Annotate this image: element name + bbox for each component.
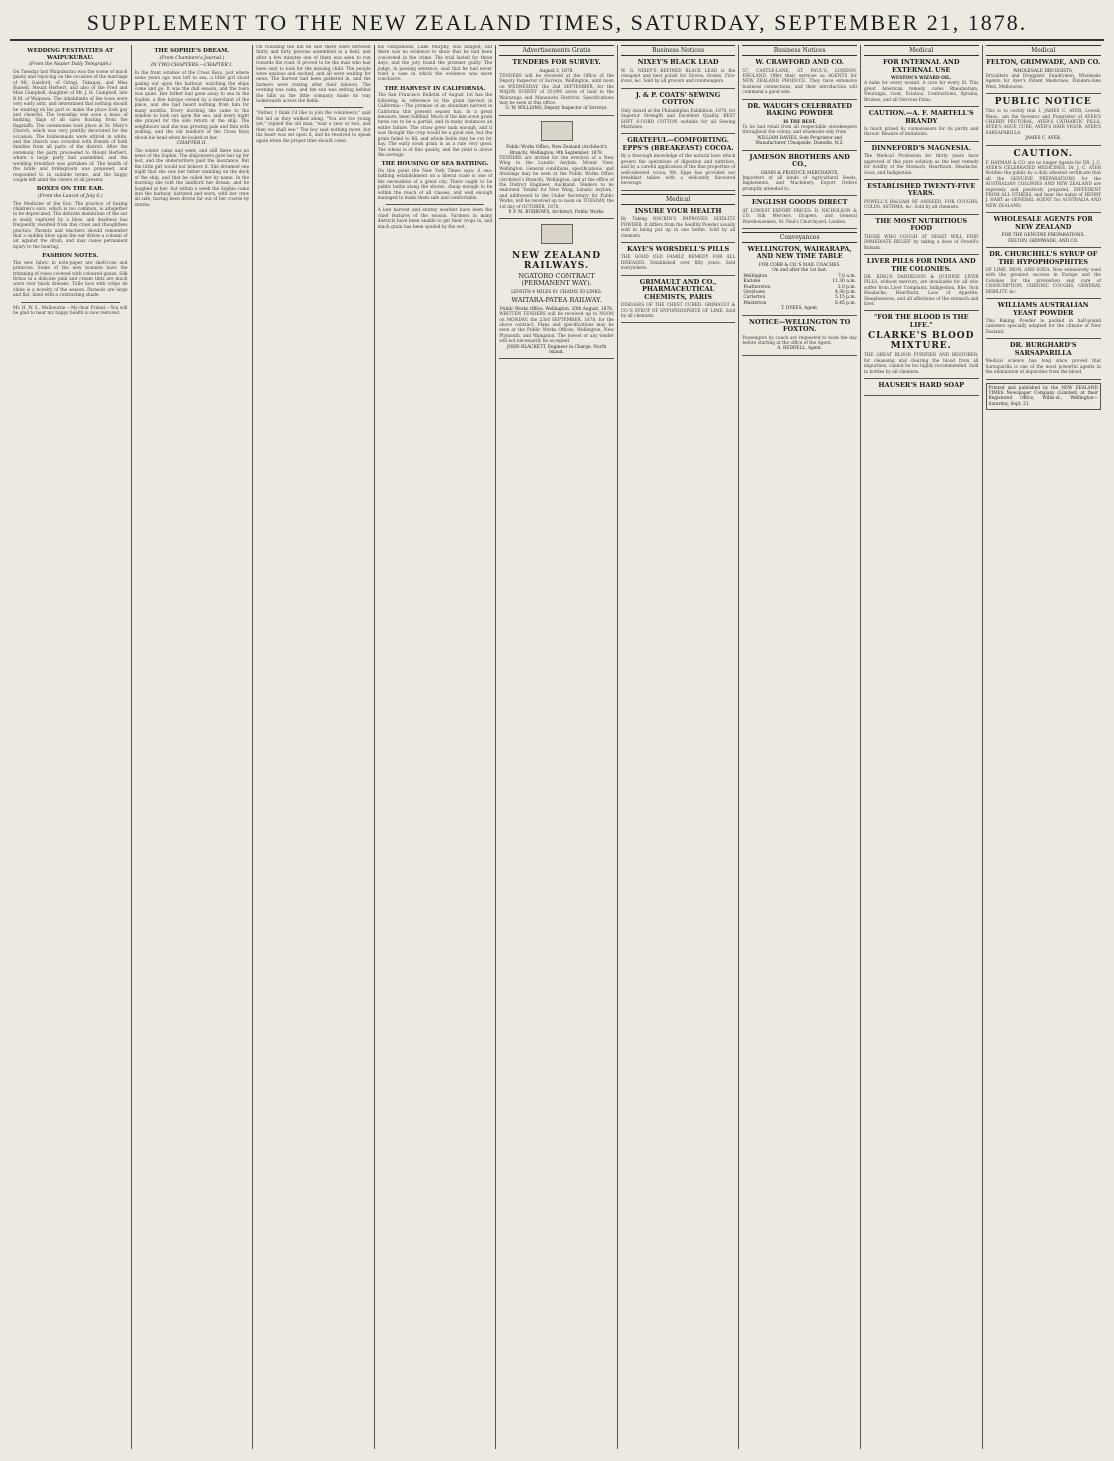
ad-subtitle: FOR THE GENUINE PREPARATIONS. bbox=[1001, 233, 1085, 239]
ad-jameson bbox=[742, 154, 857, 197]
ad-churchill-syrup bbox=[986, 251, 1101, 299]
ad-title: PUBLIC NOTICE bbox=[994, 97, 1092, 108]
ad-text: POWELL'S BALSAM OF ANISEED, FOR COUGHS, COLDS, ASTHMA, &c. Sold by all chemists. bbox=[863, 199, 979, 211]
ad-office: Public Works Office, New Zealand (Architect's Branch), Wellington, 9th September, 1878. bbox=[506, 145, 607, 156]
ad-subtitle: FOR COBB & CO.'S MAIL COACHES. bbox=[758, 262, 841, 268]
ad-title: W. CRAWFORD AND CO. bbox=[755, 58, 844, 66]
ad-text: The Medical Profession for thirty years have approved of this pure solution as the best remedy for Acidity of the Stomach, Heartburn, Headache, Gout, and Indigestion. bbox=[863, 154, 979, 176]
ad-text: THE GOOD OLD FAMILY REMEDY FOR ALL DISEASES. Established over fifty years. Sold everywhere. bbox=[620, 255, 736, 272]
ad-waugh-baking-powder bbox=[742, 103, 857, 151]
chapter-heading: IN TWO CHAPTERS.—CHAPTER I. bbox=[150, 63, 233, 69]
ad-text: By a thorough knowledge of the natural laws which govern the operations of digestion and nutrition, and by a careful application of the fine properties of well-selected cocoa, Mr. Epps has provided our breakfast tables with a delicately flavoured beverage. bbox=[620, 154, 736, 187]
article-heading-harvest: THE HARVEST IN CALIFORNIA. bbox=[384, 85, 486, 92]
ad-tenders-survey bbox=[499, 59, 614, 116]
ad-text: Passengers by coach are requested to book the day before starting at the office of the Agent. bbox=[742, 335, 857, 346]
timetable-place: Carterton bbox=[743, 295, 766, 301]
ad-title: DINNEFORD'S MAGNESIA. bbox=[871, 143, 971, 152]
ad-yeast-powder bbox=[986, 302, 1101, 339]
story-text: In the front window of the Cross Keys, just where some years ago was left to sea, a little girl stood gazing out upon the harbour, watching the ships come and go. It was the dull season, and the town was quiet. Her father had gone away to sea in the Sophie, a fine barque owned by a merchant of the place, and she had heard nothing from him for many months. Every morning she came to the window to look out upon the sea, and every night she prayed for the safe return of the ship. The neighbours said she was growing pale and thin with waiting, and the old landlord of the Cross Keys shook his head when he looked at her. bbox=[134, 70, 250, 141]
chapter-heading: CHAPTER II. bbox=[176, 141, 208, 147]
ad-subtitle: CLARKE'S BLOOD MIXTURE. bbox=[867, 331, 975, 352]
column-6 bbox=[618, 45, 740, 1449]
ad-line: WAITARA-PATEA RAILWAY. bbox=[511, 296, 602, 305]
imprint-footer: Printed and published by the NEW ZEALAND TIMES Newspaper Company (Limited) at their Registered Office, Willis-st., Wellington—Saturday, Sept. 21. bbox=[986, 383, 1101, 411]
ad-text: OF LIME, IRON, AND SODA. Now extensively used with the greatest success in Europe and the Colonies for the prevention and cure of CONSUMPTION, CHRONIC COUGHS, GENERAL DEBILITY, &c. bbox=[985, 268, 1101, 295]
ad-subtitle: WHOLESALE DRUGGISTS, bbox=[1013, 68, 1074, 74]
ad-wholesale-agents bbox=[986, 216, 1101, 248]
article-source: (From the Napier Daily Telegraph.) bbox=[29, 62, 112, 68]
ad-caution bbox=[986, 149, 1101, 214]
article-text: A late harvest and stormy weather have been the chief features of the season. Farmers in many districts have been unable to get their crops in, and much grain has been spoiled by the wet. bbox=[377, 208, 493, 230]
ad-signature: WILLIAM DAVIES, Sole Proprietor and Manufacturer, Cheapside, Dunedin, N.Z. bbox=[755, 135, 844, 147]
section-header-business: Business Notices bbox=[742, 45, 857, 56]
ad-subtitle: GRAIN & PRODUCE MERCHANTS, bbox=[760, 170, 839, 176]
ad-text: This Baking Powder is packed in half-pound canisters specially adapted for the climate of New Zealand. bbox=[985, 319, 1101, 335]
ad-text: F. HAYMAN & CO. are no longer Agents for DR. J. C. AYER'S CELEBRATED MEDICINES. Dr. J. C. AYER Notifies the public by a duly attested certificate that all the GENUINE PREPARATIONS for the AUSTRALIAN COLONIES AND NEW ZEALAND are expressly and positively prepared, DIFFERENT FROM ALL OTHERS, and bear the name of HENRY J. HART as GENERAL AGENT for AUSTRALIA AND NEW ZEALAND. bbox=[985, 160, 1101, 209]
section-header-medical: Medical bbox=[621, 194, 736, 205]
timetable-time: 7.0 a.m. bbox=[837, 273, 856, 279]
ad-text: THE GREAT BLOOD PURIFIER AND RESTORER, for cleansing and clearing the blood from all impurities, cannot be too highly recommended. Sold in bottles by all chemists. bbox=[863, 353, 979, 375]
timetable-time: 3.0 p.m. bbox=[837, 284, 856, 290]
ad-grimault bbox=[621, 279, 736, 324]
ad-soap bbox=[864, 382, 979, 396]
timetable-time: 5.15 p.m. bbox=[835, 295, 856, 301]
article-text: The San Francisco Bulletin of August 1st has the following in reference to the grain harvest in California:—The promise of an abundant harvest in California this present season has, in a great measure, been fulfilled. Much of the late sown grain turns out to be a partial, and in many instances an entire failure. The straw grew rank enough, and it was thought the crop would be a good one; but the grain failed to fill, and whole fields may be cut for hay. The early sown grain is as a rule very good. The wheat is of fine quality, and the yield is above the average. bbox=[377, 93, 493, 158]
ad-text: TENDERS will be received at the Office of the Deputy Inspector of Surveys, Wellington, until noon on WEDNESDAY, the 2nd SEPTEMBER, for the MAJOR SURVEY of 20,000 acres of land in the Wairarapa and Manawatu Districts. Specifications may be seen at this office. bbox=[499, 73, 614, 106]
ad-title: NOTICE—WELLINGTON TO FOXTON. bbox=[749, 317, 851, 334]
ad-text: Only Award at the Philadelphia Exhibition, 1876, for Superior Strength and Excellent Quality. BEST SOFT 6-CORD COTTON suitable for all Sewing Machines. bbox=[620, 108, 736, 130]
ad-title: GRATEFUL—COMFORTING. EPPS'S (BREAKFAST) COCOA. bbox=[622, 136, 734, 152]
ad-public-works bbox=[499, 119, 614, 220]
ad-text: Drysalters and Druggists' Sundrymen, Wholesale Agents for Ayer's Patent Medicines, Flinders-lane West, Melbourne. bbox=[985, 73, 1101, 90]
ad-signature: A. REDDELL, Agent. bbox=[777, 346, 823, 352]
ad-powell bbox=[864, 183, 979, 215]
ad-railways bbox=[499, 222, 614, 359]
ad-signature: P. F. M. BURROWS, Architect, Public Works. bbox=[508, 210, 605, 216]
column-2 bbox=[132, 45, 254, 1449]
ad-text: 57, CASTLE-LANE, ST. PAUL'S, LONDON, ENGLAND. Offer their services as AGENTS for NEW ZEALAND PRODUCE. They have extensive business connections, and their introduction will command a good sale. bbox=[742, 68, 857, 96]
ad-title: FELTON, GRIMWADE, AND CO. bbox=[986, 58, 1101, 66]
ad-title: TENDERS FOR SURVEY. bbox=[512, 58, 601, 66]
ad-signature: T. DYKES, Agent. bbox=[780, 306, 819, 312]
ad-title: ENGLISH GOODS DIRECT bbox=[751, 198, 848, 207]
column-1 bbox=[10, 45, 132, 1449]
story-text: his companions, Luke Murphy, was hanged; but there was no evidence to show that he had been concerned in the crime. The trial lasted for three days, and the jury found the prisoner guilty. The judge, in passing sentence, said that he had never tried a case in which the evidence was more conclusive. bbox=[377, 45, 493, 83]
ad-martell bbox=[864, 110, 979, 142]
ad-text: WRITTEN TENDERS will be received up to NOON on MONDAY, the 23rd SEPTEMBER, 1878, for the above contract. Plans and specifications may be seen at the Public Works Offices, Wellington, New Plymouth, and Wanganui. The lowest or any tender will not necessarily be accepted. bbox=[499, 312, 614, 345]
section-header-business: Business Notices bbox=[621, 45, 736, 56]
section-header-conveyances: Conveyances bbox=[742, 232, 857, 243]
timetable-time: 6.45 p.m. bbox=[835, 300, 856, 306]
ad-epps-cocoa bbox=[621, 137, 736, 190]
ad-felton-grimwade bbox=[986, 59, 1101, 94]
ad-wizard-oil bbox=[864, 59, 979, 107]
ad-coats bbox=[621, 92, 736, 135]
ad-text: DR. KING'S DANDELION & QUININE LIVER PILLS, without mercury, are invaluable for all who suffer from Liver Complaint, Indigestion, Bile, Sick Headache, Heartburn, Loss of Appetite, Sleeplessness, and all affections of the stomach and liver. bbox=[863, 275, 979, 308]
ad-title: DR. WAUGH'S CELEBRATED BAKING POWDER bbox=[747, 101, 852, 118]
column-9 bbox=[983, 45, 1104, 1449]
ad-title: LIVER PILLS FOR INDIA AND THE COLONIES. bbox=[866, 257, 976, 273]
ad-nixey bbox=[621, 59, 736, 89]
timetable-time: 4.30 p.m. bbox=[835, 289, 856, 295]
story-text: On rounding the hill he saw there were between thirty and forty persons assembled in a field, and after a few minutes one of them was seen to run towards the road. It proved to be the man who had been sent to look for the missing child. The people were anxious and excited, and all were waiting for news. The harvest had been gathered in, and the farmers were resting after their labours. The evening was calm, and the sun was setting behind the hills as the little company made its way homewards across the fields. bbox=[256, 45, 371, 105]
coat-of-arms-icon bbox=[541, 121, 573, 141]
ad-signature: G. W. WILLIAMS, Deputy Inspector of Surveys. bbox=[505, 106, 608, 112]
ad-crawford bbox=[742, 59, 857, 100]
ad-text: A balm for every wound. A cure for every ill. This great American remedy cures Rheumatism, Neuralgia, Gout, Sciatica, Contractions, Sprains, Bruises, and all Nervous Pains. bbox=[863, 81, 979, 103]
ad-text: Is much prized by connoisseurs for its purity and flavour. Beware of imitations. bbox=[863, 127, 979, 138]
timetable-place: Masterton bbox=[743, 300, 767, 306]
column-5 bbox=[496, 45, 618, 1449]
article-heading-wedding: WEDDING FESTIVITIES AT WAIPUKURAU. bbox=[27, 48, 114, 61]
ad-title: J. & P. COATS' SEWING COTTON bbox=[635, 90, 721, 107]
story-text: "Father, I think I'd like to join the volunteers," said the lad as they walked along. "You are too young yet," replied the old man; "wait a year or two, and then we shall see." The boy said nothing more, but his heart was set upon it, and he resolved to speak again when the proper time should come. bbox=[256, 111, 371, 144]
ad-coach-timetable bbox=[742, 246, 857, 316]
ad-title: DR. BURGHARD'S SARSAPARILLA bbox=[1009, 341, 1077, 357]
article-source: (From the Lancet of July 6.) bbox=[38, 193, 103, 199]
ad-date: August 3, 1878. bbox=[539, 68, 574, 74]
ad-subtitle: WESTON'S WIZARD OIL. bbox=[891, 76, 952, 81]
column-7 bbox=[739, 45, 861, 1449]
ad-text: TENDERS are invited for the erection of a New Wing to the Lunatic Asylum, Mount View, Wellington. General conditions, specifications, and drawings may be seen at the Public Works Office (Architect's Branch), Wellington, and at the office of the District Engineer, Auckland. Tenders to be endorsed 'Tender for New Wing, Lunatic Asylum,' and addressed to the Under Secretary for Public Works, will be received up to noon on TUESDAY, the 1st day of OCTOBER, 1878. bbox=[499, 155, 614, 210]
coat-of-arms-icon bbox=[541, 224, 573, 244]
ad-text: W. G. NIXEY'S REFINED BLACK LEAD is the cheapest and best polish for Stoves, Grates, Fire-irons, &c. Sold by all grocers and ironmongers. bbox=[620, 68, 736, 85]
ad-notice-foxton bbox=[742, 319, 857, 356]
divider bbox=[21, 302, 120, 303]
story-heading: THE SOPHIE'S DREAM. bbox=[154, 48, 230, 54]
timetable bbox=[742, 274, 857, 306]
timetable-place: Greytown bbox=[743, 289, 766, 295]
ad-nutritious-food bbox=[864, 218, 979, 255]
ad-text: FELTON, GRIMWADE, AND CO. bbox=[1008, 238, 1079, 244]
ad-title: CAUTION. bbox=[1013, 148, 1073, 159]
ad-text: Medical science has long since proved that Sarsaparilla is one of the most powerful agents in the elimination of impurities from the blood. bbox=[985, 359, 1101, 376]
ad-hockin bbox=[621, 208, 736, 243]
ad-title: DR. CHURCHILL'S SYRUP OF THE HYPOPHOSPHITES bbox=[989, 250, 1098, 266]
ad-blood-mixture bbox=[864, 314, 979, 379]
ad-kaye-pills bbox=[621, 246, 736, 276]
ad-title: GRIMAULT AND CO., PHARMACEUTICAL CHEMISTS, PARIS bbox=[639, 277, 717, 301]
ad-english-goods bbox=[742, 199, 857, 229]
ad-title: WELLINGTON, WAIRARAPA, AND NEW TIME TABLE bbox=[747, 244, 852, 261]
ad-text: By Taking HOCKIN'S IMPROVED SEIDLITZ POWDER. It differs from the Seidlitz Powder usually sold in being put up in one bottle. Sold by all chemists. bbox=[620, 217, 736, 239]
timetable-time: 11.30 a.m. bbox=[832, 279, 856, 285]
ad-signature: JAMES C. AYER. bbox=[1025, 136, 1062, 142]
ad-length: LENGTH 4 MILES 61 CHAINS 50 LINKS. bbox=[511, 289, 602, 295]
ad-title: WHOLESALE AGENTS FOR NEW ZEALAND bbox=[993, 215, 1093, 231]
ad-title: HAUSER'S HARD SOAP bbox=[878, 381, 965, 390]
timetable-place: Featherston bbox=[743, 284, 771, 290]
article-text: The Medicine of the Ear: The practice of boxing children's ears, which is too common, is altogether to be deprecated. The delicate membrane of the ear is easily ruptured by a blow, and deafness has frequently resulted from this cruel and thoughtless practice. Parents and teachers should remember that a sudden blow upon the ear drives a column of air against the drum, and may cause permanent injury to the hearing. bbox=[13, 201, 128, 250]
masthead: SUPPLEMENT TO THE NEW ZEALAND TIMES, SATURDAY, SEPTEMBER 21, 1878. bbox=[10, 6, 1104, 41]
timetable-place: Kaitoke bbox=[743, 279, 761, 285]
ad-text: THOSE WHO COUGH AT NIGHT WILL FIND IMMEDIATE RELIEF by taking a dose of Powell's Balsam. bbox=[863, 234, 979, 251]
ad-subtitle: NGATORO CONTRACT (PERMANENT WAY). bbox=[518, 271, 595, 288]
article-text: On this point the New York Times says: A sea-bathing establishment on a liberal scale is one of the necessities of a great city. There ought to be public baths along the shores, cheap enough to be within the reach of all classes, and well enough managed to make them safe and comfortable. bbox=[377, 168, 493, 201]
ad-public-notice bbox=[986, 97, 1101, 145]
ad-text: Importers of all kinds of Agricultural Seeds, Implements, and Machinery. Export Orders promptly attended to. bbox=[742, 175, 857, 192]
columns-container bbox=[10, 45, 1104, 1455]
ad-signature: JOHN BLACKETT, Engineer in Charge, North Island. bbox=[506, 344, 607, 355]
section-header-medical: Medical bbox=[986, 45, 1101, 56]
article-heading-sea-bathing: THE HOUSING OF SEA BATHING. bbox=[381, 161, 489, 168]
correspondence: Mr. H. W. S., Melbourne.—My dear Friend,—You will be glad to hear my happy health is now restored. bbox=[13, 305, 128, 316]
ad-title: JAMESON BROTHERS AND CO., bbox=[749, 152, 850, 169]
column-3 bbox=[253, 45, 375, 1449]
ad-text: To be had retail from all respectable storekeepers throughout the colony, and wholesale only from bbox=[742, 124, 857, 136]
ad-title: CAUTION.—A. F. MARTELL'S BRANDY bbox=[868, 109, 974, 125]
ad-title: FOR INTERNAL AND EXTERNAL USE bbox=[882, 58, 960, 74]
column-4 bbox=[375, 45, 497, 1449]
article-text: The new fabric in note-paper are shell-rose and primrose. Some of the new bonnets have the trimming of roses covered with coloured gauze. Silk fichus in a delicate pink and cream tints are much worn over black dresses. Tulle lace with crêpe de chine is a novelty of the season. Parasols are large and flat, lined with a contrasting shade. bbox=[13, 260, 128, 299]
timetable-place: Wellington bbox=[743, 273, 768, 279]
ad-text: AT LOWEST EXPORT PRICES. D. NICHOLSON & CO. Silk Mercers, Drapers, and General Warehousemen, St. Paul's Churchyard, London. bbox=[742, 208, 857, 225]
article-heading-boxes: BOXES ON THE EAR. bbox=[36, 186, 104, 193]
ad-title: NEW ZEALAND RAILWAYS. bbox=[511, 250, 602, 271]
section-header-advertisements: Advertisements Gratis bbox=[499, 45, 614, 56]
ad-subtitle: IS THE BEST. bbox=[783, 119, 817, 125]
ad-title: ESTABLISHED TWENTY-FIVE YEARS. bbox=[867, 181, 976, 198]
divider bbox=[264, 107, 363, 108]
ad-title: WILLIAMS AUSTRALIAN YEAST POWDER bbox=[997, 301, 1089, 317]
story-source: (From Chambers's Journal.) bbox=[159, 55, 225, 61]
ad-office: Public Works Office, Wellington, 20th August, 1878. bbox=[499, 306, 614, 312]
column-8 bbox=[861, 45, 983, 1449]
ad-title: NIXEY'S BLACK LEAD bbox=[637, 58, 719, 66]
ad-title: "FOR THE BLOOD IS THE LIFE." bbox=[873, 313, 969, 329]
divider bbox=[386, 204, 485, 205]
ad-title: KAYE'S WORSDELL'S PILLS bbox=[627, 244, 730, 253]
ad-sarsaparilla bbox=[986, 342, 1101, 379]
ad-note: On and after the 1st inst. bbox=[772, 268, 828, 274]
section-header-medical: Medical bbox=[864, 45, 979, 56]
ad-text: DISEASES OF THE CHEST CURED. GRIMAULT & CO.'S SYRUP OF HYPOPHOSPHITE OF LIME. Sold by all chemists. bbox=[620, 303, 736, 319]
ad-title: THE MOST NUTRITIOUS FOOD bbox=[875, 216, 968, 233]
article-text: On Tuesday last Waipukurau was the scene of much gaiety and rejoicing on the occasion of the marriage of Mr. Gaisford, of Oringi, Takapau, and Miss Russell, Mount Herbert, and also of the Fred and Miss Campbell, daughter of Mr. J. H. Campbell, late R.M. of Waipawa. The inhabitants of the town were very early astir, and determined that nothing should be wanting on his part to make the place look gay and cheerful. The township was soon a mass of bunting, flags of all sizes floating from the flagstaffs. The ceremonies took place at St. Mary's Church, which was very prettily decorated for the occasion. The bridesmaids were attired in white, and the church was crowded with friends of both families from all parts of the district. After the ceremony the party proceeded to Mount Herbert, where a large party had assembled, and the wedding breakfast was partaken of. The health of the bride and bridegroom was proposed, and responded to in suitable terms, and the happy couple left amid the cheers of all present. bbox=[13, 69, 128, 183]
article-heading-fashion: FASHION NOTES. bbox=[42, 253, 99, 260]
ad-text: This is to certify that I, JAMES C. AYER, Lowell, Mass., am the Inventor and Proprietor of AYER'S CHERRY PECTORAL, AYER'S CATHARTIC PILLS, AYER'S AGUE CURE, AYER'S HAIR VIGOR, AYER'S SARSAPARILLA. bbox=[985, 109, 1101, 136]
ad-liver-pills bbox=[864, 258, 979, 311]
story-text: The winter came and went, and still there was no news of the Sophie. The shipowners gave her up for lost, and the underwriters paid the insurance. But the little girl would not believe it. She dreamed one night that she saw her father standing on the deck of the ship, and that he called her by name. In the morning she told the landlord her dream, and he laughed at her; but within a week the Sophie came into the harbour, battered and worn, with her crew all safe, having been driven far out of her course by storms. bbox=[134, 148, 250, 208]
ad-title: INSURE YOUR HEALTH bbox=[634, 206, 722, 215]
ad-dinneford bbox=[864, 145, 979, 180]
